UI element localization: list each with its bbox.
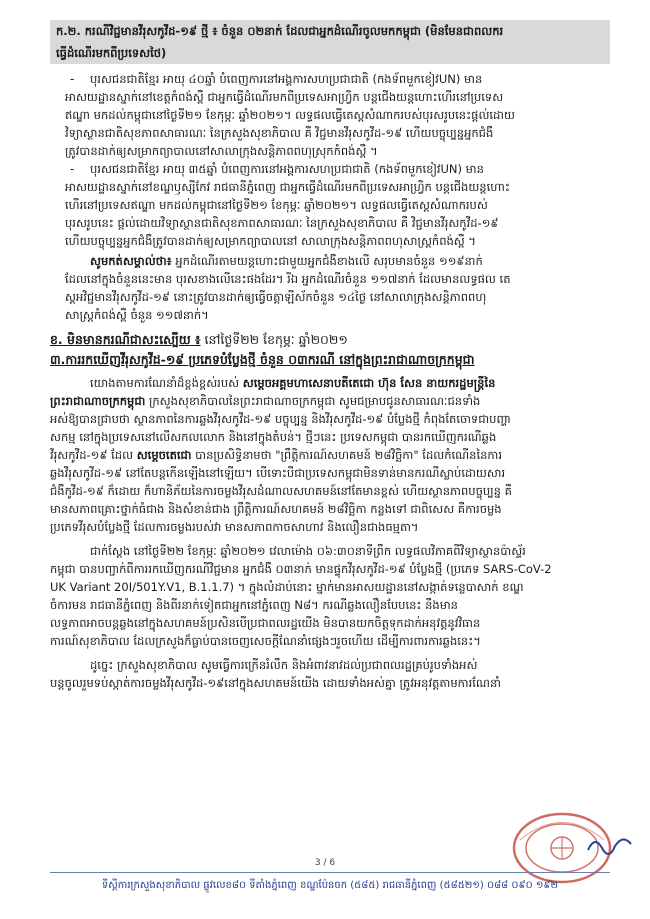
note-text: អ្នកដំណើរតាមយន្តហោះជាមួយអ្នកជំងឺខាងលើ សរុបមានចំនួន ១១៩នាក់ <box>171 254 483 268</box>
variant-p1-line: ប្រភេទវីរុសបំប្លែងថ្មី ដែលការចម្លងរបស់វា មានសភាពកាចសាហាវ និងលឿនជាងធម្មតា។ <box>50 520 419 534</box>
note-label: សូមកត់សម្គាល់ថា៖ <box>90 254 172 268</box>
samdech-techo: សម្តេចតេជោ <box>136 448 192 462</box>
variant-p2-line: កម្ពុជា បានបញ្ជាក់ពីការរកឃើញករណីវិជ្ជមាន អ្នកជំងឺ ០៣នាក់ មានផ្ទុកវីរុសកូវីដ-១៩ បំប្លែងថ្មី (ប្រភេទ SARS-CoV-2 <box>50 562 552 576</box>
case-1-line: ឥណ្ឌា មកដល់កម្ពុជានៅថ្ងៃទី២១ ខែកុម្ភៈ ឆ្នាំ២០២១។ លទ្ធផលធ្វើតេស្តសំណាករបស់បុរសរូបនេះផ្តល់ដោយ <box>65 108 515 122</box>
variant-p2-line: ការណ៍សុខាភិបាល ដែលក្រសួងក៏ធ្លាប់បានចេញសេចក្តីណែនាំផ្សេងៗរួចហើយ ដើម្បីការពារការឆ្លងនេះ។ <box>50 634 481 648</box>
variant-p2-line: លទ្ធភាពអាចបន្តឆ្លងនៅក្នុងសហគមន៍ប្រសិនបើប្រជាពលរដ្ឋយើង មិនបានយកចិត្តទុកដាក់អនុវត្តនូវវិធាន <box>50 616 481 630</box>
footer-divider <box>50 872 610 873</box>
note-line: ដែលនៅក្នុងចំនួននេះមាន បុរសខាងលើនេះផងដែរ។ រីឯ អ្នកដំណើរចំនួន ១១៧នាក់ ដែលមានលទ្ធផល តេ <box>65 272 511 286</box>
bullet-marker: - <box>70 72 75 86</box>
variant-p1-line: ព្រះរាជាណាចក្រកម្ពុជា ក្រសួងសុខាភិបាលនៃព្រះរាជាណាចក្រកម្ពុជា សូមជម្រាបជូនសាធារណៈជនទាំង <box>50 394 481 408</box>
section-heading-bar <box>50 20 610 42</box>
case-1-line: វិទ្យាស្ថានជាតិសុខភាពសាធារណៈ នៃក្រសួងសុខាភិបាល គឺ វិជ្ជមានវីរុសកូវីដ-១៩ ហើយបច្ចុប្បន្នអ្នកជំងឺ <box>65 126 494 140</box>
variant-p1-line: សកម្ម នៅក្នុងប្រទេសនៅលើសកលលោក និងនៅក្នុងតំបន់។ ថ្មីៗនេះ ប្រទេសកម្ពុជា បានរកឃើញករណីឆ្លង <box>50 430 497 444</box>
variant-p1-line: អស់ឱ្យបានជ្រាបថា ស្ថានភាពនៃការឆ្លងវីរុសកូវីដ-១៩ បច្ចុប្បន្ន និងវីរុសកូវីដ-១៩ បំប្លែងថ្មី កំពុងតែចោទជាបញ្ហា <box>50 412 511 426</box>
variant-p1-line: យោងតាមការណែនាំដ៏ខ្ពង់ខ្ពស់របស់ សម្តេចអគ្គមហាសេនាបតីតេជោ ហ៊ុន សែន នាយករដ្ឋមន្ត្រីនៃ <box>90 376 496 390</box>
case-2-line: បុរសរូបនេះ ផ្តល់ដោយវិទ្យាស្ថានជាតិសុខភាពសាធារណៈ នៃក្រសួងសុខាភិបាល គឺ វិជ្ជមានវីរុសកូវីដ-១៩ <box>65 216 499 230</box>
kingdom-name: ព្រះរាជាណាចក្រកម្ពុជា <box>50 394 146 408</box>
variant-p2-line: ចំការមន រាជធានីភ្នំពេញ និងពីរនាក់ទៀតជាអ្នកនៅភ្នំពេញ N៨។ ករណីឆ្លងលឿនបែបនេះ នឹងមាន <box>50 598 458 612</box>
case-1-line: ត្រូវបានដាក់ឲ្យសម្រាកព្យាបាលនៅសាលាក្រុងសន្តិភាពពហុស្រុកកំពង់ស្ពឺ ។ <box>65 144 378 158</box>
case-2-line: ហើយបច្ចុប្បន្នអ្នកជំងឺត្រូវបានដាក់ឲ្យសម្រាកព្យាបាលនៅ សាលាក្រុងសន្តិភាពពហុសាស្រ្តកំពង់ស្ពឺ ។ <box>65 234 476 248</box>
variant-p3-line: ដូច្នេះ ក្រសួងសុខាភិបាល សូមធ្វើការក្រើនរំលឹក និងអំពាវនាវដល់ប្រជាពលរដ្ឋគ្រប់រូបទាំងអស់ <box>90 658 478 672</box>
variant-section-heading: ៣.ការរកឃើញវីរុសកូវីដ-១៩ ប្រភេទបំប្លែងថ្មី ចំនួន ០៣ករណី នៅក្នុងព្រះរាជាណាចក្រកម្ពុជា <box>50 352 475 367</box>
note-line: ស្តអវិជ្ជមានវីរុសកូវីដ-១៩ នោះត្រូវបានដាក់ឲ្យធ្វើចត្តាឡីស័កចំនួន ១៤ថ្ងៃ នៅសាលាក្រុងសន្តិភាពពហុ <box>65 290 487 304</box>
section-heading-line-1: ក.២. ករណីវិជ្ជមានវីរុសកូវីដ-១៩ ថ្មី ៖ ចំនួន ០២នាក់ ដែលជាអ្នកដំណើរចូលមកកម្ពុជា (មិនមែនជាពលករ <box>56 24 504 38</box>
variant-p1-line: ឆ្លងវីរុសកូវីដ-១៩ នៅតែបន្តកើនឡើងនៅឡើយ។ បើទោះបីជាប្រទេសកម្ពុជាមិនទាន់មានករណីស្លាប់ដោយសារ <box>50 466 506 480</box>
signature-scribble <box>585 830 635 860</box>
variant-p1-line: ជំងឺកូវីដ-១៩ ក៏ដោយ ក៏ហានិភ័យនៃការចម្លងវីរុសដំណាលសហគមន៍នៅតែមានខ្ពស់ ហើយស្ថានភាពបច្ចុប្បន្ន គឺ <box>50 484 512 498</box>
recovery-heading-date: នៅថ្ងៃទី២២ ខែកុម្ភៈ ឆ្នាំ២០២១ <box>200 332 348 347</box>
variant-p3-line: បន្តចូលរួមទប់ស្កាត់ការចម្លងវីរុសកូវីដ-១៩នៅក្នុងសហគមន៍យើង ដោយទាំងអស់គ្នា ត្រូវអនុវត្តតាមការណែនាំ <box>50 676 501 690</box>
note-line: សាស្រ្តកំពង់ស្ពឺ ចំនួន ១១៧នាក់។ <box>65 308 209 322</box>
variant-p1-line: វីរុសកូវីដ-១៩ ដែល សម្តេចតេជោ បានប្រសិទ្ធិនាមថា "ព្រឹត្តិការណ៍សហគមន៍ ២៨វិច្ឆិកា" ដែលកំណើននៃការ <box>50 448 503 462</box>
case-1-line: បុរសជនជាតិខ្មែរ អាយុ ៤០ឆ្នាំ បំពេញការនៅអង្គការសហប្រជាជាតិ (កងទ័ពមួកខៀវUN) មាន <box>90 72 483 86</box>
case-2-line: ហើរនៅប្រទេសឥណ្ឌា មកដល់កម្ពុជានៅថ្ងៃទី២១ ខែកុម្ភៈ ឆ្នាំ២០២១។ លទ្ធផលធ្វើតេស្តសំណាករបស់ <box>65 198 488 212</box>
case-2-line: បុរសជនជាតិខ្មែរ អាយុ ៣៥ឆ្នាំ បំពេញការនៅអង្គការសហប្រជាជាតិ (កងទ័ពមួកខៀវUN) មាន <box>90 162 484 176</box>
section-heading-line-2: ធ្វើដំណើរមកពីប្រទេសថៃ) <box>56 46 167 60</box>
recovery-heading-label: ខ. មិនមានករណីជាសះស្បើយ ៖ <box>50 332 201 347</box>
note-first-line <box>90 252 610 270</box>
footer-address: ទីស្តីការក្រសួងសុខាភិបាល ផ្លូវលេខ៨០ ទីតាំងភ្នំពេញ ខណ្ឌប៉ែនចក (៥៨៥) រាជធានីភ្នំពេញ (៥៨៥២១) ០៨៨ ០៩០ ១៩២ <box>101 880 559 891</box>
variant-p2-line: ជាក់ស្តែង នៅថ្ងៃទី២២ ខែកុម្ភៈ ឆ្នាំ២០២១ វេលាម៉ោង ០៦:៣០នាទីព្រឹក លទ្ធផលវិភាគពីវិទ្យាស្ថានប៉ាស្ទ័រ <box>90 544 526 558</box>
pm-name: សម្តេចអគ្គមហាសេនាបតីតេជោ ហ៊ុន សែន នាយករដ្ឋមន្ត្រីនៃ <box>242 376 496 390</box>
page-number: 3 / 6 <box>314 858 336 868</box>
case-2-line: អាសយដ្ឋានស្នាក់នៅខណ្ឌឫស្សីកែវ រាជធានីភ្នំពេញ ជាអ្នកធ្វើដំណើរមកពីប្រទេសអាហ្វ្រិក បន្តជើងយន្តហោះ <box>65 180 510 194</box>
variant-p2-line: UK Variant 20I/501Y.V1, B.1.1.7) ។ ក្នុងលំដាប់នោះ ម្នាក់មានអាសយដ្ឋាននៅសង្កាត់ទន្លេបាសាក់ ខណ្ឌ <box>50 580 524 594</box>
variant-p1-line: មានសភាពគ្រោះថ្នាក់ធំជាង និងសំខាន់ជាង ព្រឹត្តិការណ៍សហគមន៍ ២៨វិច្ឆិកា កន្លងទៅ ជាពិសេស គឺការចម្លង <box>50 502 502 516</box>
recovery-heading <box>50 330 610 350</box>
case-1-line: អាសយដ្ឋានស្នាក់នៅខេត្តកំពង់ស្ពឺ ជាអ្នកធ្វើដំណើរមកពីប្រទេសអាហ្វ្រិក បន្តជើងយន្តហោះហើរនៅប្រទេស <box>65 90 504 104</box>
section-heading-bar-cont <box>50 42 610 64</box>
bullet-marker: - <box>70 162 75 176</box>
